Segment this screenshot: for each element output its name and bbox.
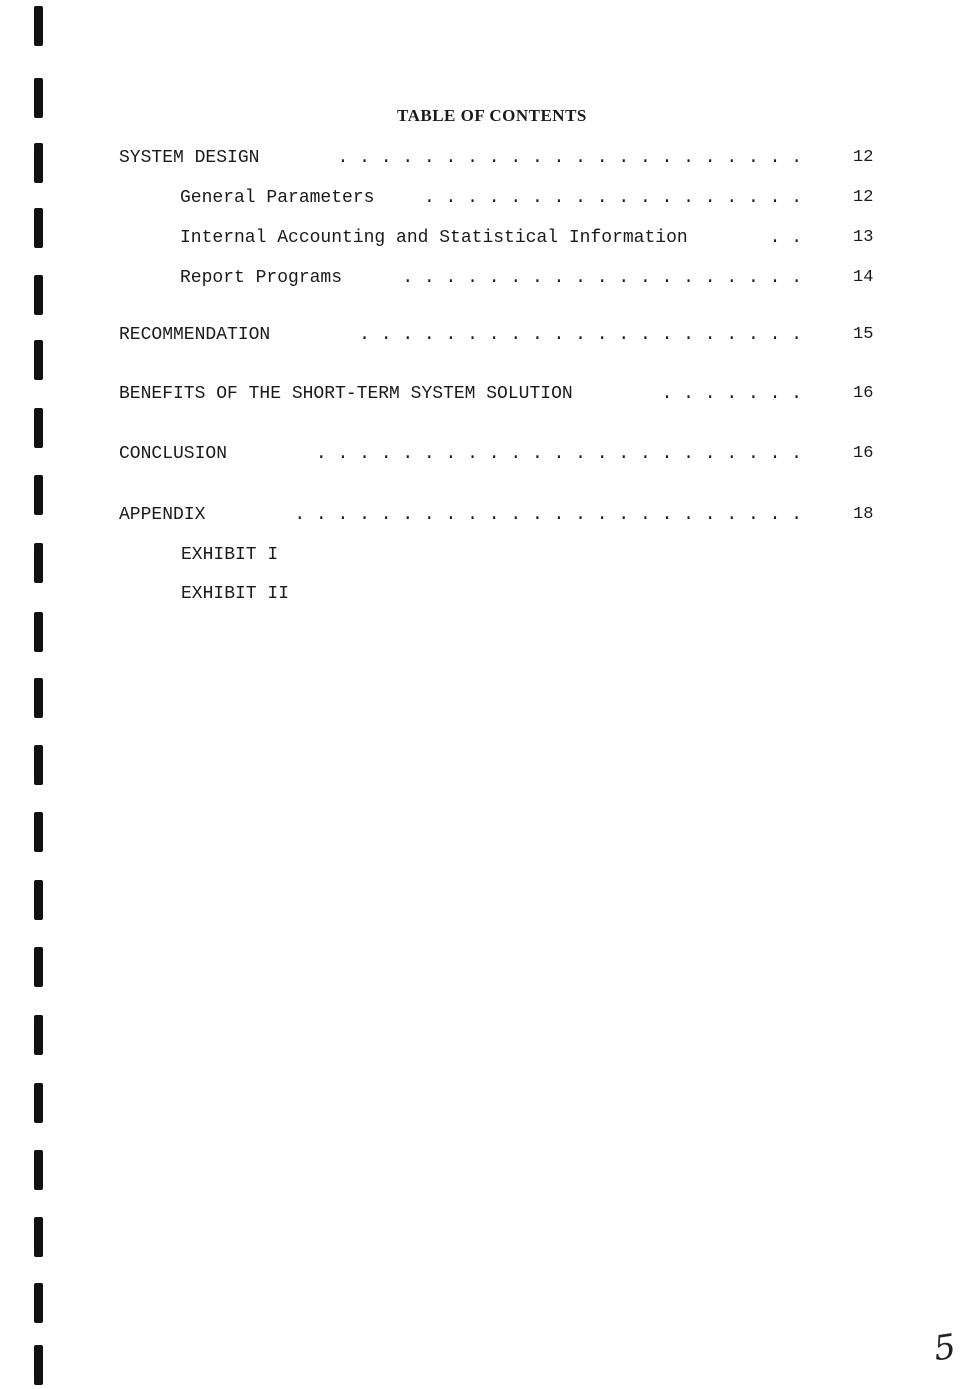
handwritten-page-mark: 5 <box>931 1326 959 1370</box>
page-title: TABLE OF CONTENTS <box>397 106 587 125</box>
binder-hole <box>34 543 43 583</box>
toc-leader-dots: . . . . . . . . . . . . . . . . . . . . . <box>359 325 802 345</box>
binder-hole <box>34 812 43 852</box>
toc-entry <box>0 186 960 210</box>
toc-entry <box>0 323 960 347</box>
binder-hole <box>34 880 43 920</box>
binder-hole <box>34 745 43 785</box>
toc-leader-dots: . . <box>769 228 802 248</box>
toc-leader-dots: . . . . . . . . . . . . . . . . . . . . . . <box>337 148 802 168</box>
binder-hole <box>34 1217 43 1257</box>
appendix-item: EXHIBIT I <box>181 545 279 565</box>
binder-hole <box>34 1150 43 1190</box>
toc-page-number: 16 <box>853 444 874 463</box>
toc-page-number: 16 <box>853 384 874 403</box>
toc-page-number: 15 <box>853 325 874 344</box>
toc-entry <box>0 442 960 466</box>
toc-page-number: 18 <box>853 505 874 524</box>
toc-leader-dots: . . . . . . . . . . . . . . . . . . . . . . . <box>315 444 802 464</box>
toc-entry-text: BENEFITS OF THE SHORT-TERM SYSTEM SOLUTION <box>119 384 573 404</box>
toc-leader-dots: . . . . . . . . . . . . . . . . . . . <box>402 268 802 288</box>
toc-leader-dots: . . . . . . . . . . . . . . . . . . <box>423 188 802 208</box>
binder-hole <box>34 678 43 718</box>
toc-entry-text: APPENDIX <box>119 505 206 525</box>
toc-leader-dots: . . . . . . . . . . . . . . . . . . . . . . . . <box>294 505 802 525</box>
binder-hole <box>34 1015 43 1055</box>
binder-hole <box>34 6 43 46</box>
toc-page-number: 12 <box>853 188 874 207</box>
toc-entry-text: General Parameters <box>180 188 375 208</box>
binder-hole <box>34 947 43 987</box>
toc-entry <box>0 146 960 170</box>
toc-entry-text: Internal Accounting and Statistical Information <box>180 228 688 248</box>
toc-page-number: 13 <box>853 228 874 247</box>
binder-hole <box>34 78 43 118</box>
binder-hole <box>34 612 43 652</box>
appendix-item: EXHIBIT II <box>181 584 290 604</box>
toc-entry <box>0 226 960 250</box>
toc-entry-text: CONCLUSION <box>119 444 228 464</box>
toc-page-number: 14 <box>853 268 874 287</box>
binder-hole <box>34 1345 43 1385</box>
toc-entry <box>0 266 960 290</box>
binder-hole <box>34 1083 43 1123</box>
toc-entry <box>0 382 960 406</box>
toc-entry-text: RECOMMENDATION <box>119 325 271 345</box>
toc-entry-text: Report Programs <box>180 268 343 288</box>
toc-leader-dots: . . . . . . . <box>661 384 802 404</box>
toc-entry-text: SYSTEM DESIGN <box>119 148 260 168</box>
toc-page-number: 12 <box>853 148 874 167</box>
toc-entry <box>0 503 960 527</box>
binder-hole <box>34 1283 43 1323</box>
